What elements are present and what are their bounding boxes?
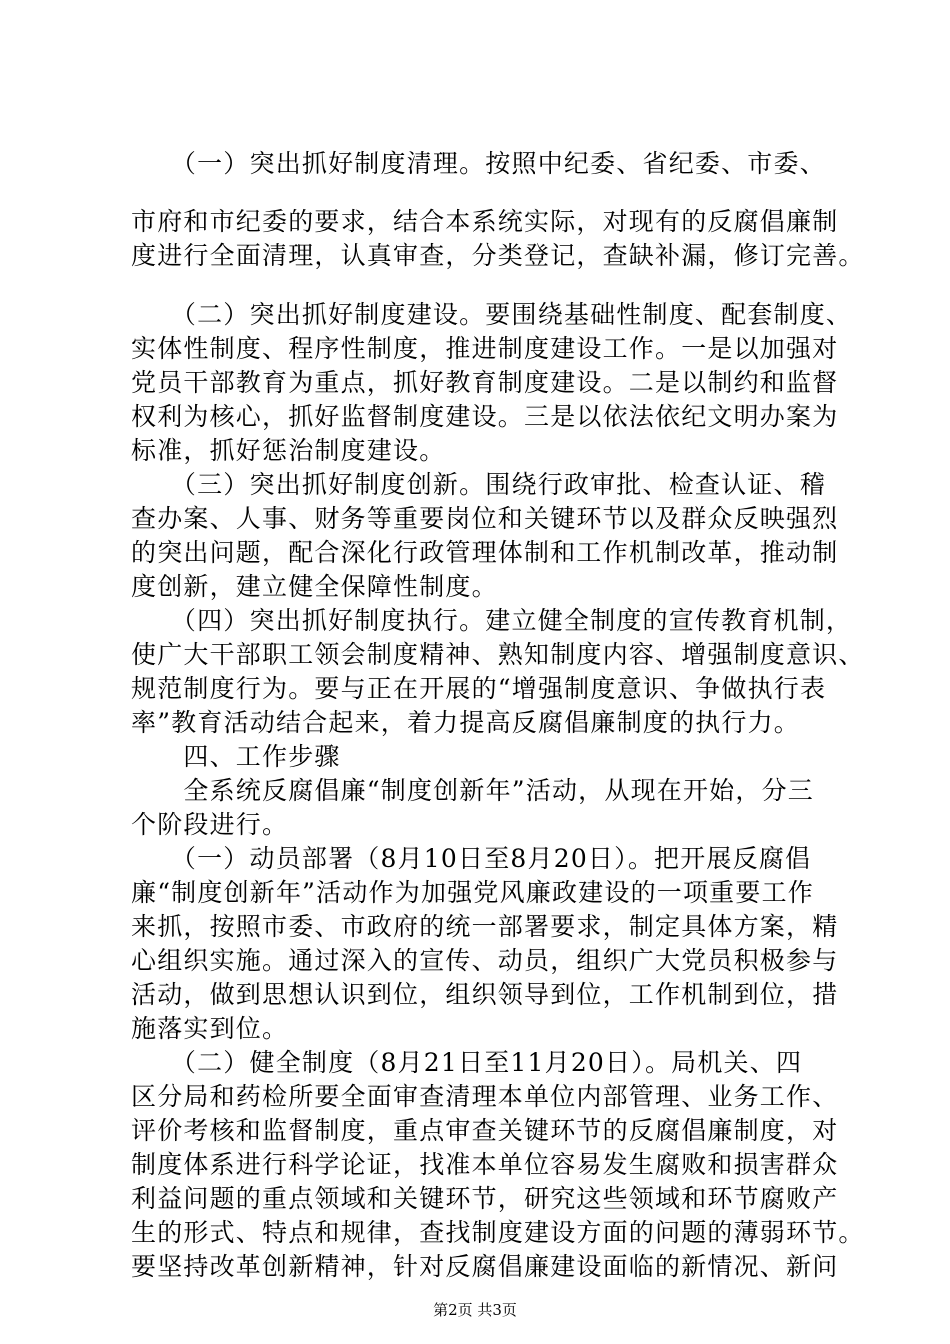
text-line: 率”教育活动结合起来，着力提高反腐倡廉制度的执行力。 (131, 708, 800, 737)
text-line: 党员干部教育为重点，抓好教育制度建设。二是以制约和监督 (131, 368, 839, 397)
text-line: 权利为核心，抓好监督制度建设。三是以依法依纪文明办案为 (131, 402, 839, 431)
text-line: 使广大干部职工领会制度精神、熟知制度内容、增强制度意识、 (131, 640, 865, 669)
text-line: 全系统反腐倡廉“制度创新年”活动，从现在开始，分三 (131, 776, 814, 805)
text-line: 生的形式、特点和规律，查找制度建设方面的问题的薄弱环节。 (131, 1218, 865, 1247)
text-line: （三）突出抓好制度创新。围绕行政审批、检查认证、稽 (131, 470, 826, 499)
text-line: （一）动员部署（8月10日至8月20日）。把开展反腐倡 (131, 844, 812, 873)
text-line: 区分局和药检所要全面审查清理本单位内部管理、业务工作、 (131, 1082, 839, 1111)
text-line: 个阶段进行。 (131, 810, 289, 839)
text-line: 来抓，按照市委、市政府的统一部署要求，制定具体方案，精 (131, 912, 839, 941)
text-line: 廉“制度创新年”活动作为加强党风廉政建设的一项重要工作 (131, 878, 814, 907)
text-line: （二）突出抓好制度建设。要围绕基础性制度、配套制度、 (131, 300, 853, 329)
text-line: 施落实到位。 (131, 1014, 289, 1043)
page-number-footer: 第2页 共3页 (433, 1301, 517, 1319)
text-line: 查办案、人事、财务等重要岗位和关键环节以及群众反映强烈 (131, 504, 839, 533)
text-line: 度创新，建立健全保障性制度。 (131, 572, 498, 601)
text-line: 心组织实施。通过深入的宣传、动员，组织广大党员积极参与 (131, 946, 839, 975)
text-line: 的突出问题，配合深化行政管理体制和工作机制改革，推动制 (131, 538, 839, 567)
section-heading: 四、工作步骤 (131, 742, 341, 771)
text-line: 利益问题的重点领域和关键环节，研究这些领域和环节腐败产 (131, 1184, 839, 1213)
text-line: 活动，做到思想认识到位，组织领导到位，工作机制到位，措 (131, 980, 839, 1009)
text-line: 实体性制度、程序性制度，推进制度建设工作。一是以加强对 (131, 334, 839, 363)
text-line: 市府和市纪委的要求，结合本系统实际，对现有的反腐倡廉制 (131, 207, 839, 236)
text-line: 规范制度行为。要与正在开展的“增强制度意识、争做执行表 (131, 674, 827, 703)
text-line: 评价考核和监督制度，重点审查关键环节的反腐倡廉制度，对 (131, 1116, 839, 1145)
text-line: 要坚持改革创新精神，针对反腐倡廉建设面临的新情况、新问 (131, 1252, 839, 1281)
text-line: 制度体系进行科学论证，找准本单位容易发生腐败和损害群众 (131, 1150, 839, 1179)
text-line: （四）突出抓好制度执行。建立健全制度的宣传教育机制， (131, 606, 853, 635)
text-line: 标准，抓好惩治制度建设。 (131, 436, 446, 465)
text-line: （二）健全制度（8月21日至11月20日）。局机关、四 (131, 1048, 803, 1077)
text-line: 度进行全面清理，认真审查，分类登记，查缺补漏，修订完善。 (131, 241, 865, 270)
text-line: （一）突出抓好制度清理。按照中纪委、省纪委、市委、 (131, 149, 826, 178)
